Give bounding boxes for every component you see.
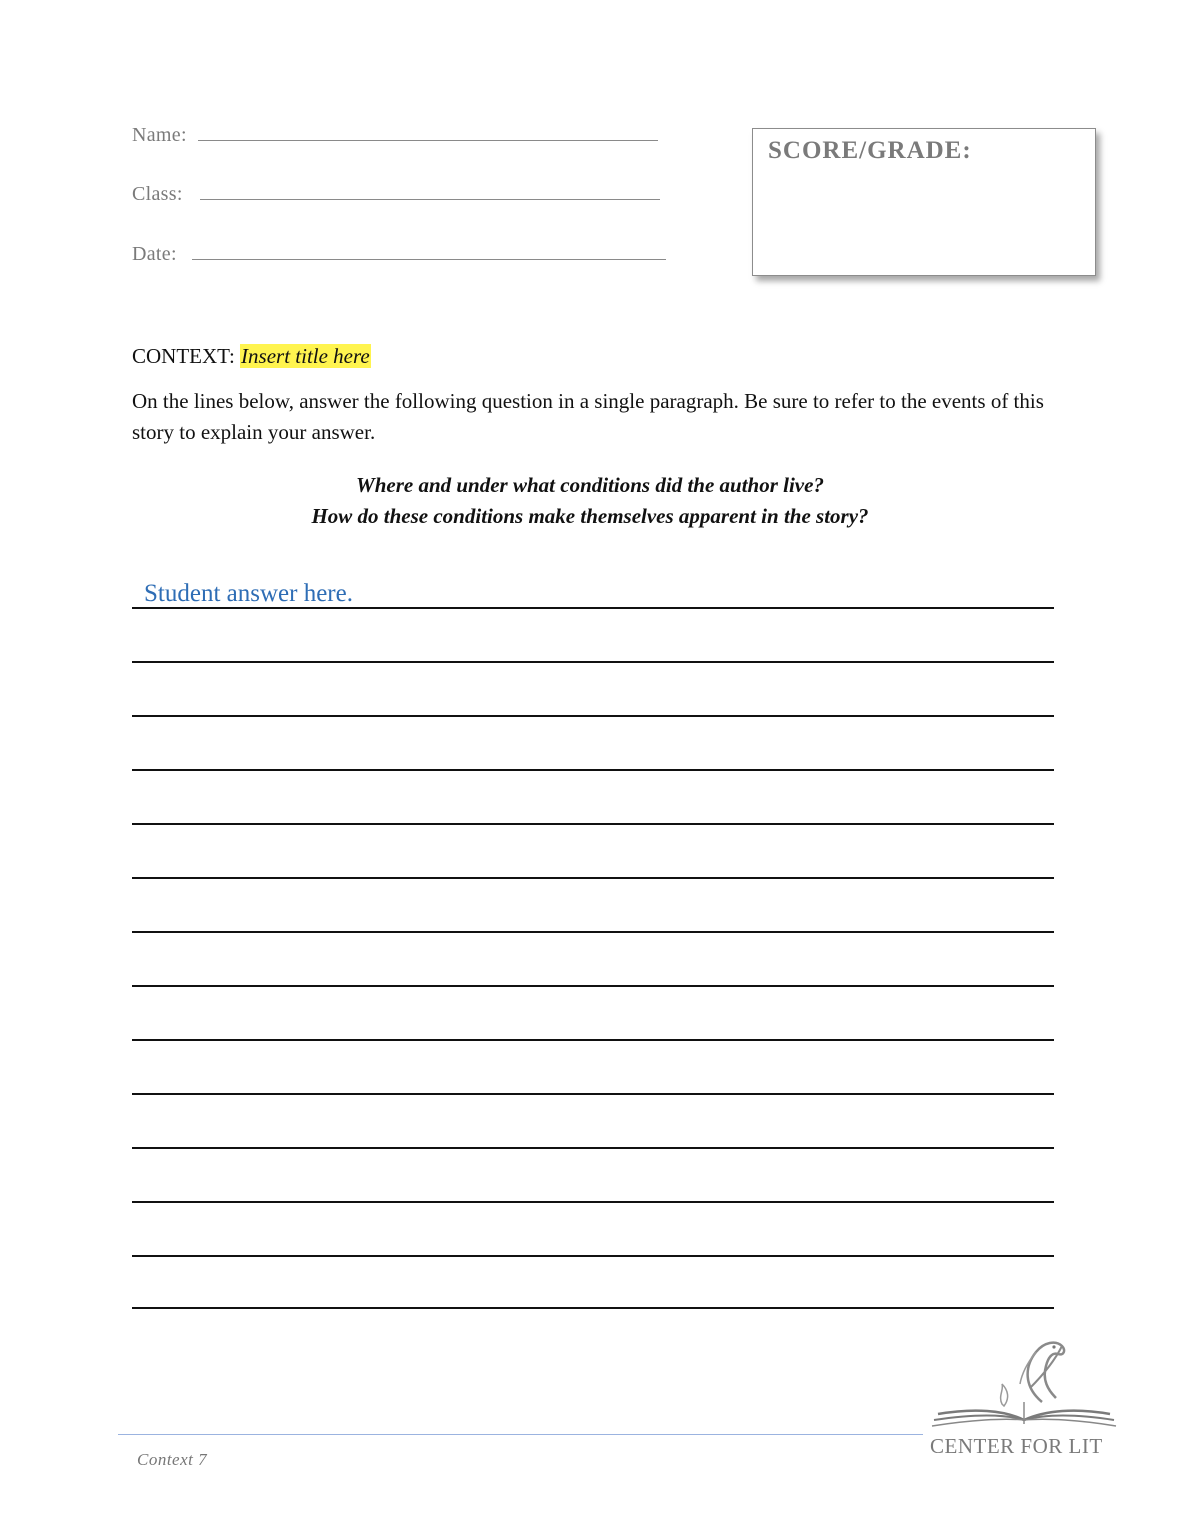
answer-line[interactable] [132,985,1054,987]
answer-line[interactable] [132,715,1054,717]
score-grade-box[interactable] [752,128,1096,276]
answer-line[interactable] [132,661,1054,663]
instructions-paragraph: On the lines below, answer the following question in a single paragraph. Be sure to refer to the events of this story to explain your answer. [132,389,1044,444]
answer-line[interactable] [132,1255,1054,1257]
name-field[interactable] [132,122,658,147]
score-grade-label: SCORE/GRADE: [768,137,972,164]
answer-line[interactable] [132,607,1054,609]
question-line-1: Where and under what conditions did the author live? [356,473,824,497]
question-line-2: How do these conditions make themselves apparent in the story? [311,504,869,528]
footer-page-label: Context 7 [137,1450,208,1469]
context-line [132,344,371,369]
class-blank[interactable] [200,181,660,200]
date-label: Date: [132,243,177,265]
answer-line[interactable] [132,1307,1054,1309]
class-field[interactable] [132,181,660,206]
answer-line[interactable] [132,1039,1054,1041]
answer-line[interactable] [132,1093,1054,1095]
context-label: CONTEXT: [132,344,235,368]
title-placeholder[interactable]: Insert title here [241,344,370,368]
essay-question [0,470,1180,532]
answer-line[interactable] [132,769,1054,771]
answer-line[interactable] [132,1147,1054,1149]
answer-line[interactable] [132,1201,1054,1203]
answer-line[interactable] [132,931,1054,933]
answer-line[interactable] [132,823,1054,825]
student-answer-text[interactable]: Student answer here. [144,580,353,607]
answer-line[interactable] [132,877,1054,879]
name-label: Name: [132,124,187,146]
name-blank[interactable] [198,122,658,141]
class-label: Class: [132,183,183,205]
footer-rule [118,1434,923,1435]
date-blank[interactable] [192,241,666,260]
logo-wordmark: CENTER FOR LIT [930,1434,1103,1458]
date-field[interactable] [132,241,666,266]
